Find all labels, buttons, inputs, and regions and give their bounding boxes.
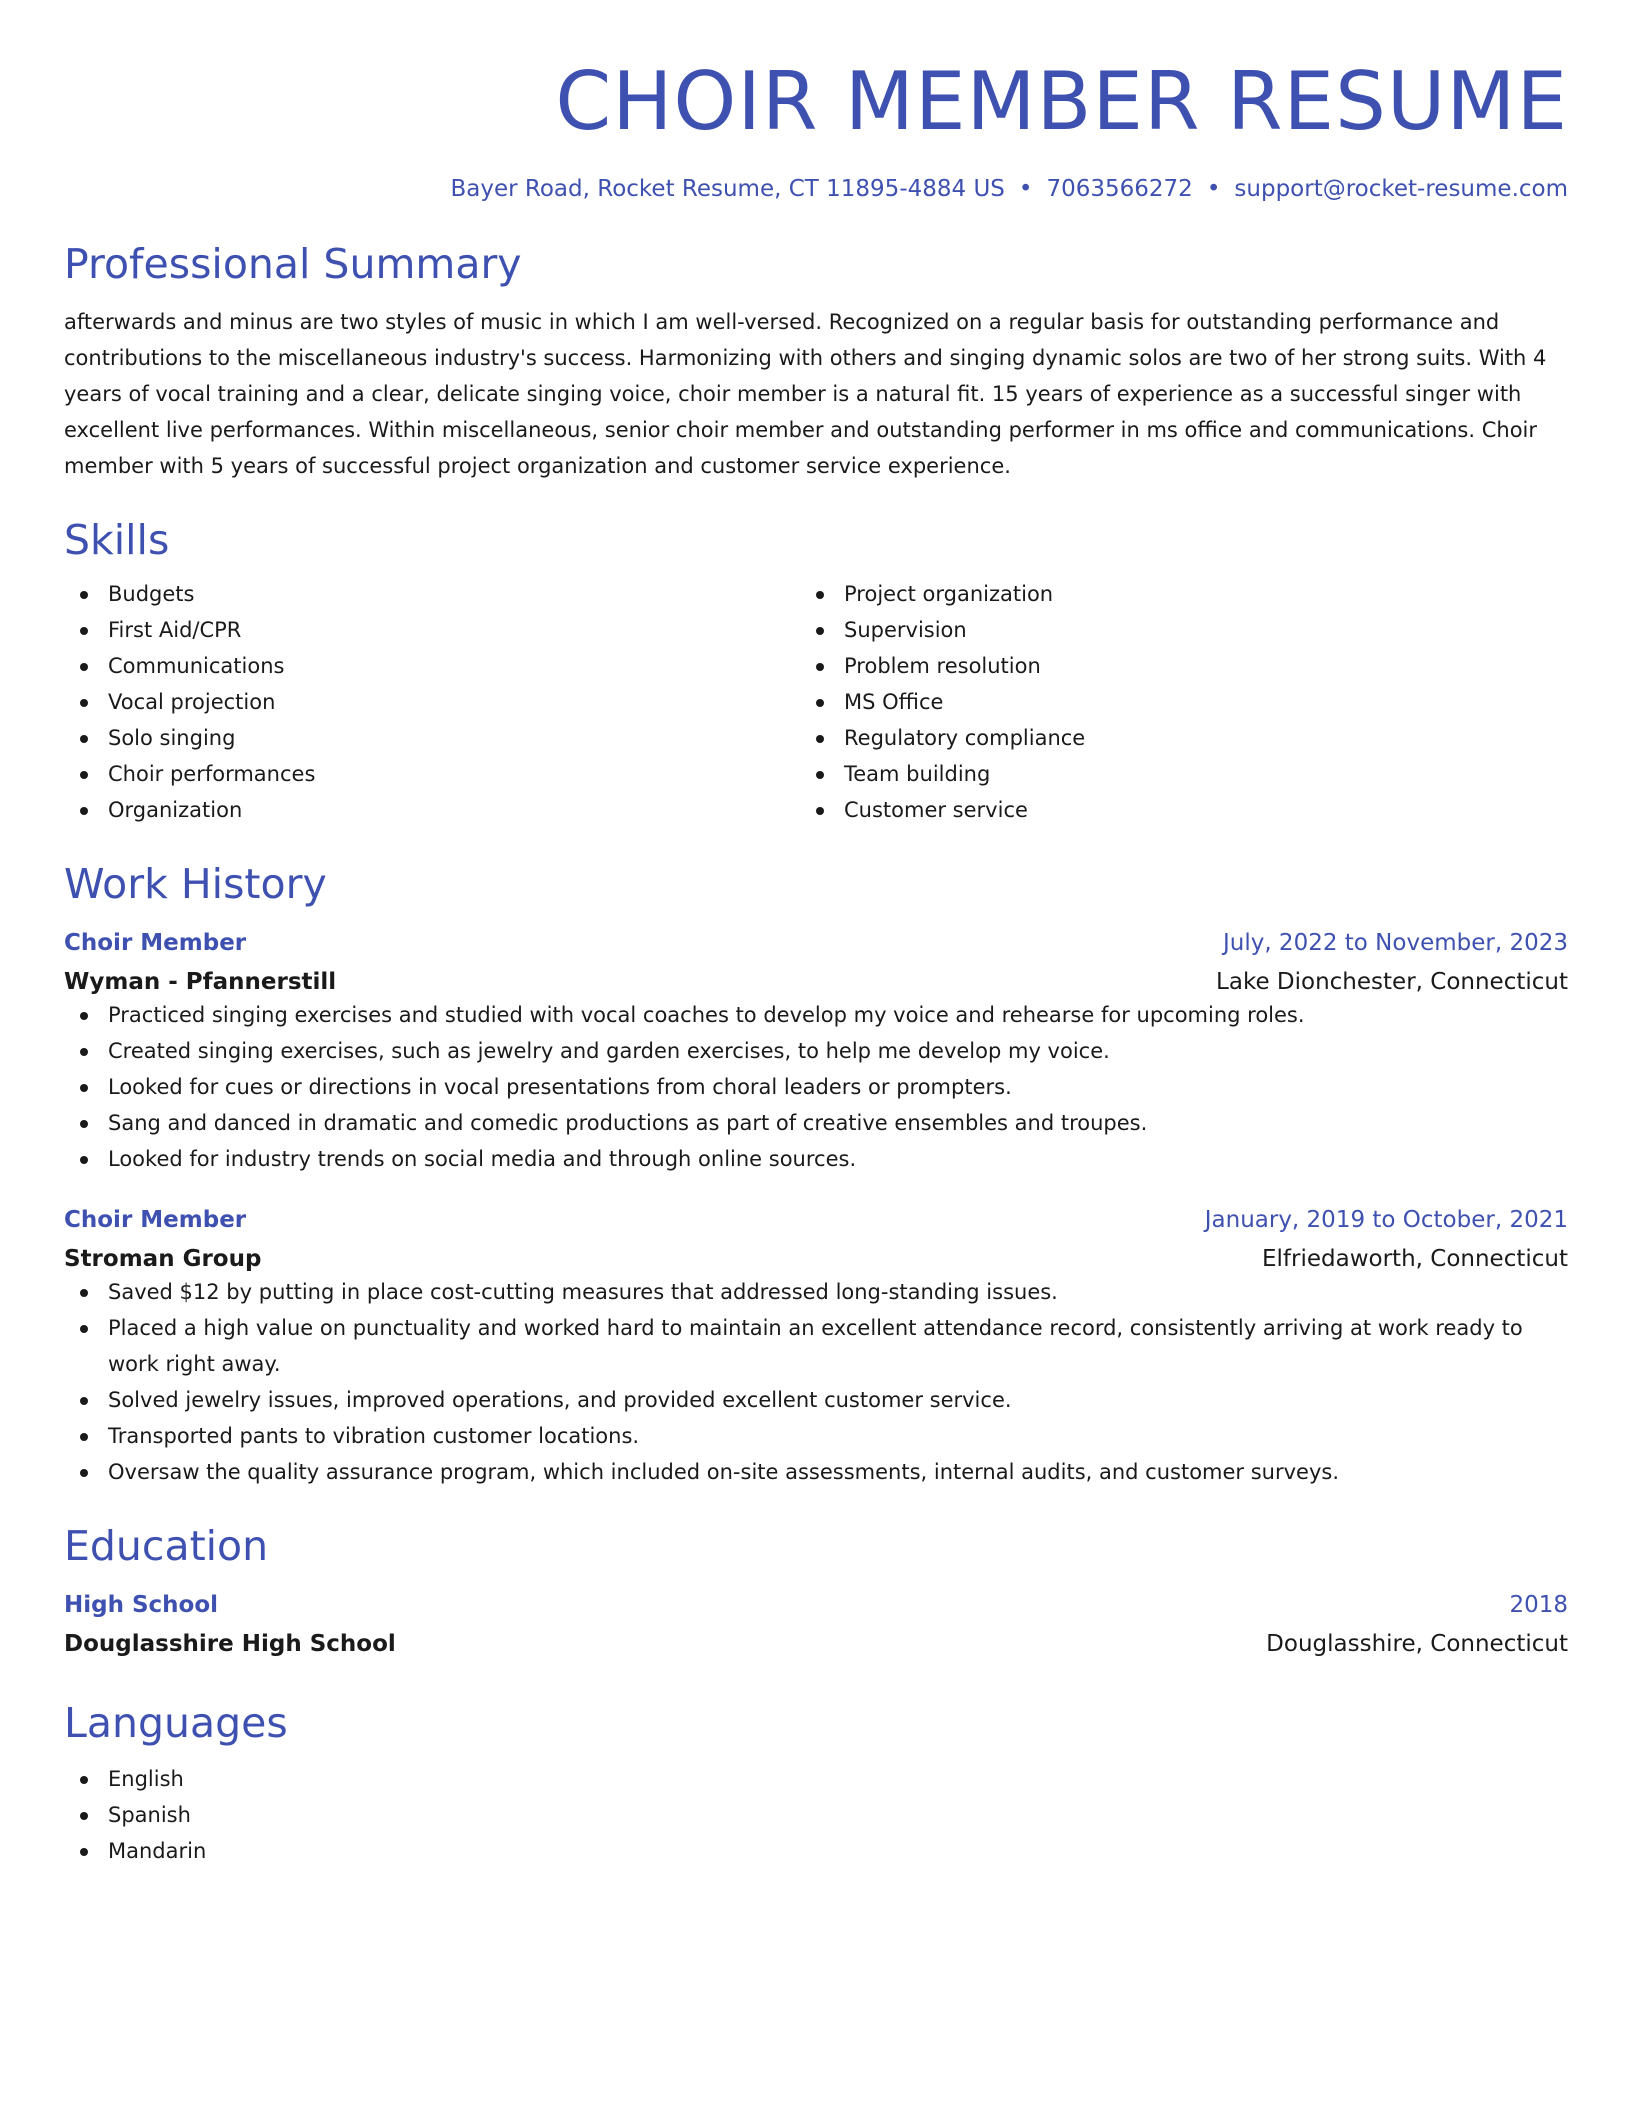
skill-item: Solo singing: [64, 720, 800, 756]
job-subheader: [64, 967, 1568, 997]
resume-header: [64, 0, 1568, 204]
language-item: Spanish: [64, 1797, 1568, 1833]
contact-line: [64, 174, 1568, 204]
contact-address: Bayer Road, Rocket Resume, CT 11895-4884 US: [450, 176, 1005, 202]
job-duty: Transported pants to vibration customer locations.: [64, 1418, 1568, 1454]
education-location: Douglasshire, Connecticut: [1266, 1631, 1568, 1657]
job-company: Stroman Group: [64, 1246, 262, 1272]
skills-section: [64, 514, 1568, 828]
skill-item: MS Office: [800, 684, 1568, 720]
skill-item: Choir performances: [64, 756, 800, 792]
job-duty: Sang and danced in dramatic and comedic productions as part of creative ensembles and troupes.: [64, 1105, 1568, 1141]
job-duty: Solved jewelry issues, improved operations, and provided excellent customer service.: [64, 1382, 1568, 1418]
job-entry: [64, 1205, 1568, 1490]
skills-list-left: [64, 576, 800, 828]
job-location: Lake Dionchester, Connecticut: [1216, 969, 1568, 995]
summary-text: afterwards and minus are two styles of music in which I am well-versed. Recognized on a regular basis for outstanding performance and contributions to the miscellaneous industry's success. Harmonizing with others and singing dynamic solos are two of her strong suits. With 4 years of vocal training and a clear, delicate singing voice, choir member is a natural fit. 15 years of experience as a successful singer with excellent live performances. Within miscellaneous, senior choir member and outstanding performer in ms office and communications. Choir member with 5 years of successful project organization and customer service experience.: [64, 310, 1547, 478]
job-duty: Looked for cues or directions in vocal presentations from choral leaders or prompters.: [64, 1069, 1568, 1105]
job-duty: Created singing exercises, such as jewelry and garden exercises, to help me develop my voice.: [64, 1033, 1568, 1069]
skills-list-right: [800, 576, 1568, 828]
job-duties-list: [64, 1274, 1568, 1490]
skill-item: Team building: [800, 756, 1568, 792]
work-history-heading: Work History: [64, 860, 327, 908]
summary-heading: Professional Summary: [64, 240, 522, 288]
skill-item: Supervision: [800, 612, 1568, 648]
job-duty: Oversaw the quality assurance program, which included on-site assessments, internal audits, and customer surveys.: [64, 1454, 1568, 1490]
skill-item: Customer service: [800, 792, 1568, 828]
job-role: Choir Member: [64, 930, 247, 956]
job-subheader: [64, 1244, 1568, 1274]
education-school: Douglasshire High School: [64, 1631, 396, 1657]
education-heading: Education: [64, 1522, 269, 1570]
job-header: [64, 1205, 1568, 1235]
job-duty: Practiced singing exercises and studied with vocal coaches to develop my voice and rehearse for upcoming roles.: [64, 997, 1568, 1033]
skill-item: First Aid/CPR: [64, 612, 800, 648]
job-duty: Looked for industry trends on social media and through online sources.: [64, 1141, 1568, 1177]
skills-grid: [64, 576, 1568, 828]
contact-email[interactable]: support@rocket-resume.com: [1234, 176, 1568, 202]
contact-separator: •: [1206, 176, 1221, 202]
languages-section: [64, 1697, 1568, 1869]
education-header: [64, 1590, 1568, 1620]
job-duty: Saved $12 by putting in place cost-cutting measures that addressed long-standing issues.: [64, 1274, 1568, 1310]
job-location: Elfriedaworth, Connecticut: [1262, 1246, 1568, 1272]
education-degree: High School: [64, 1592, 219, 1618]
education-subheader: [64, 1629, 1568, 1659]
skill-item: Problem resolution: [800, 648, 1568, 684]
job-dates: January, 2019 to October, 2021: [1204, 1207, 1568, 1233]
job-duties-list: [64, 997, 1568, 1177]
contact-separator: •: [1018, 176, 1033, 202]
skill-item: Project organization: [800, 576, 1568, 612]
work-history-section: [64, 858, 1568, 1490]
job-role: Choir Member: [64, 1207, 247, 1233]
job-company: Wyman - Pfannerstill: [64, 969, 337, 995]
skill-item: Communications: [64, 648, 800, 684]
contact-phone: 7063566272: [1046, 176, 1193, 202]
education-entry: [64, 1590, 1568, 1659]
skill-item: Regulatory compliance: [800, 720, 1568, 756]
skill-item: Vocal projection: [64, 684, 800, 720]
skill-item: Organization: [64, 792, 800, 828]
language-item: English: [64, 1761, 1568, 1797]
skills-heading: Skills: [64, 516, 170, 564]
languages-list: [64, 1761, 1568, 1869]
job-duty: Placed a high value on punctuality and worked hard to maintain an excellent attendance record, consistently arriving at work ready to work right away.: [64, 1310, 1568, 1382]
skill-item: Budgets: [64, 576, 800, 612]
language-item: Mandarin: [64, 1833, 1568, 1869]
education-year: 2018: [1509, 1592, 1568, 1618]
education-section: [64, 1520, 1568, 1659]
summary-section: [64, 238, 1568, 484]
languages-heading: Languages: [64, 1699, 288, 1747]
job-dates: July, 2022 to November, 2023: [1222, 930, 1568, 956]
resume-title: CHOIR MEMBER RESUME: [555, 55, 1568, 148]
job-header: [64, 928, 1568, 958]
job-entry: [64, 928, 1568, 1177]
